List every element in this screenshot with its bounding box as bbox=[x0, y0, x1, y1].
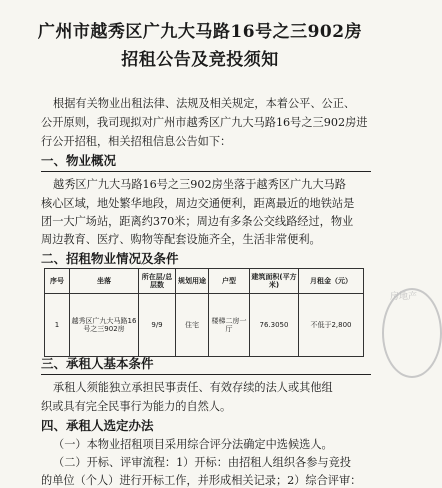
seal-stamp: 房地产 bbox=[382, 288, 442, 378]
cell-usage: 住宅 bbox=[176, 294, 209, 357]
intro-line-1: 根据有关物业出租法律、法规及相关规定，本着公平、公正、 bbox=[53, 97, 356, 110]
table-header-row bbox=[45, 269, 364, 294]
sec1-line-3: 团一大广场站，距离约370米；周边有多条公交线路经过，物业 bbox=[41, 215, 354, 228]
cell-layout: 楼梯二房一厅 bbox=[209, 294, 250, 357]
title-line-1: 广州市越秀区广九大马路16号之三902房 bbox=[37, 22, 363, 42]
section-2-heading: 二、招租物业情况及条件 bbox=[41, 251, 179, 266]
col-header-index: 序号 bbox=[45, 269, 70, 294]
cell-floor: 9/9 bbox=[139, 294, 176, 357]
sec1-line-2: 核心区域，地处繁华地段，周边交通便利，距离最近的地铁站是 bbox=[41, 197, 355, 210]
cell-area: 76.3050 bbox=[250, 294, 299, 357]
section-3-underline bbox=[41, 374, 371, 375]
sec3-line-2: 织或具有完全民事行为能力的自然人。 bbox=[41, 400, 232, 413]
col-header-rent: 月租金（元） bbox=[299, 269, 364, 294]
col-header-layout: 户型 bbox=[209, 269, 250, 294]
sec4-line-3: 的单位（个人）进行开标工作，并形成相关记录；2）综合评审： bbox=[41, 474, 362, 487]
col-header-floor: 所在层/总层数 bbox=[139, 269, 176, 294]
col-header-area: 建筑面积(平方米) bbox=[250, 269, 299, 294]
sec3-line-1: 承租人须能独立承担民事责任、有效存续的法人或其他组 bbox=[53, 381, 333, 394]
section-1-underline bbox=[41, 171, 371, 172]
table-row bbox=[45, 294, 364, 357]
intro-line-2: 公开原则，我司现拟对广州市越秀区广九大马路16号之三902房进 bbox=[41, 116, 368, 129]
title-line-2: 招租公告及竞投须知 bbox=[121, 50, 279, 70]
cell-location: 越秀区广九大马路16号之三902房 bbox=[70, 294, 139, 357]
cell-rent: 不低于2,800 bbox=[299, 294, 364, 357]
sec4-line-1: （一）本物业招租项目采用综合评分法确定中选候选人。 bbox=[53, 438, 333, 451]
property-table bbox=[44, 268, 364, 357]
section-3-heading: 三、承租人基本条件 bbox=[41, 356, 154, 371]
section-4-heading: 四、承租人选定办法 bbox=[41, 418, 154, 433]
sec4-line-2: （二）开标、评审流程：1）开标：由招租人组织各参与竞投 bbox=[53, 456, 351, 469]
sec1-line-4: 周边教育、医疗、购物等配套设施齐全，生活非常便利。 bbox=[41, 233, 321, 246]
col-header-location: 坐落 bbox=[70, 269, 139, 294]
section-1-heading: 一、物业概况 bbox=[41, 153, 117, 168]
cell-index: 1 bbox=[45, 294, 70, 357]
sec1-line-1: 越秀区广九大马路16号之三902房坐落于越秀区广九大马路 bbox=[53, 178, 346, 191]
col-header-usage: 规划用途 bbox=[176, 269, 209, 294]
intro-line-3: 行公开招租，相关招租信息公告如下： bbox=[41, 135, 232, 148]
